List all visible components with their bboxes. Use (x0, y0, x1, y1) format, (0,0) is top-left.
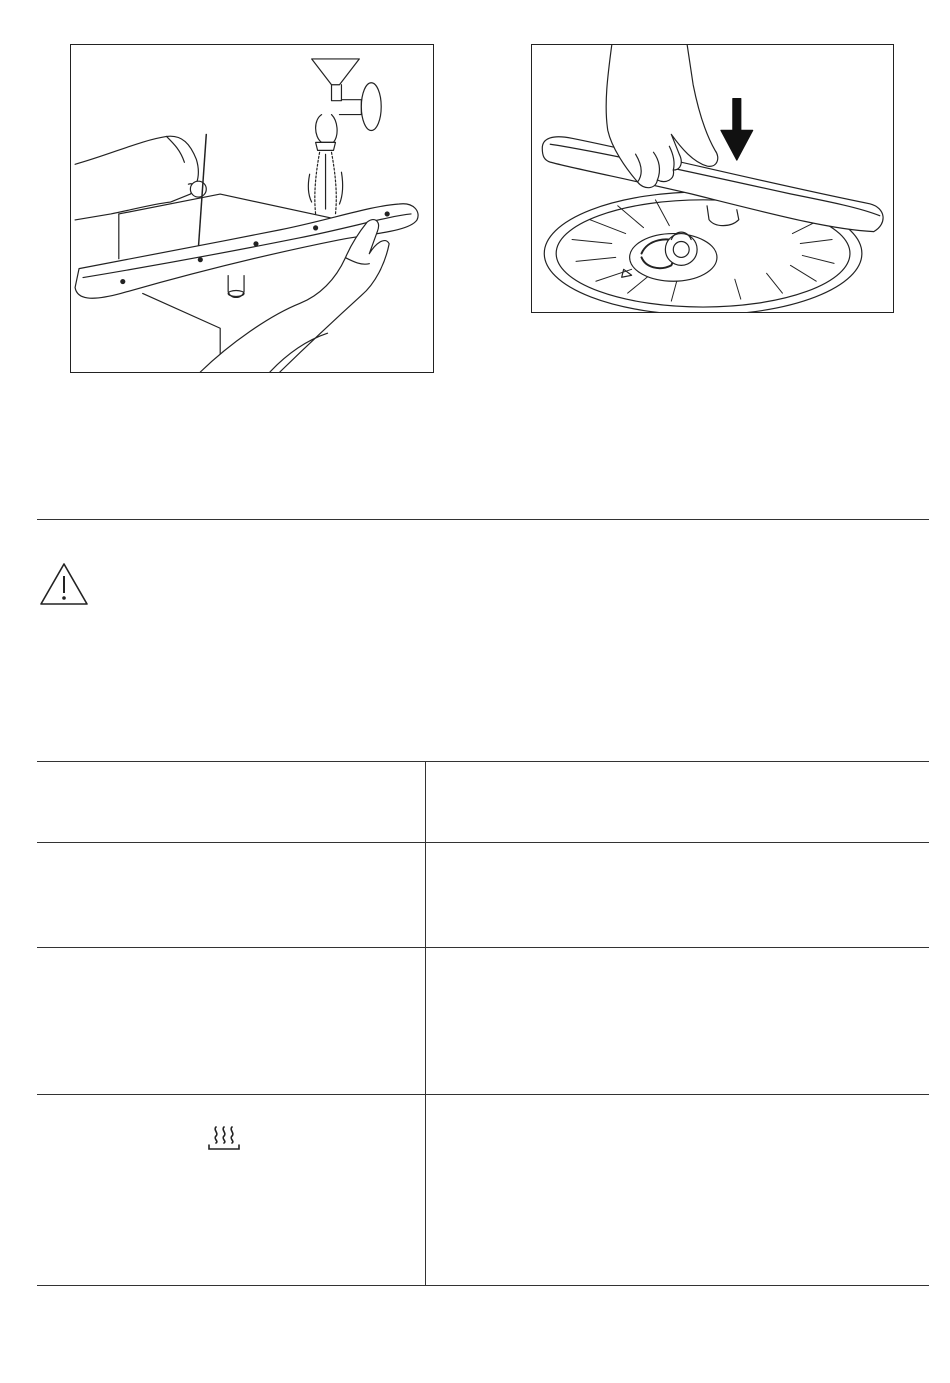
troubleshooting-table (37, 761, 929, 1286)
problem-cell (37, 843, 426, 948)
table-row (37, 1095, 929, 1286)
figure-spray-arm-cleaning (70, 44, 434, 373)
table-row (37, 762, 929, 843)
problem-cell (37, 1095, 426, 1286)
drying-steam-icon (205, 1123, 243, 1153)
table-row (37, 843, 929, 948)
section-divider (37, 519, 929, 520)
problem-cell (37, 762, 426, 843)
warning-triangle-icon (38, 561, 90, 607)
figure-spray-arm-refit (531, 44, 894, 313)
spray-arm-cleaning-illustration (71, 45, 433, 372)
solution-cell (426, 762, 930, 843)
solution-cell (426, 843, 930, 948)
solution-cell (426, 948, 930, 1095)
table-row (37, 948, 929, 1095)
problem-cell (37, 948, 426, 1095)
solution-cell (426, 1095, 930, 1286)
spray-arm-refit-illustration (532, 45, 893, 312)
